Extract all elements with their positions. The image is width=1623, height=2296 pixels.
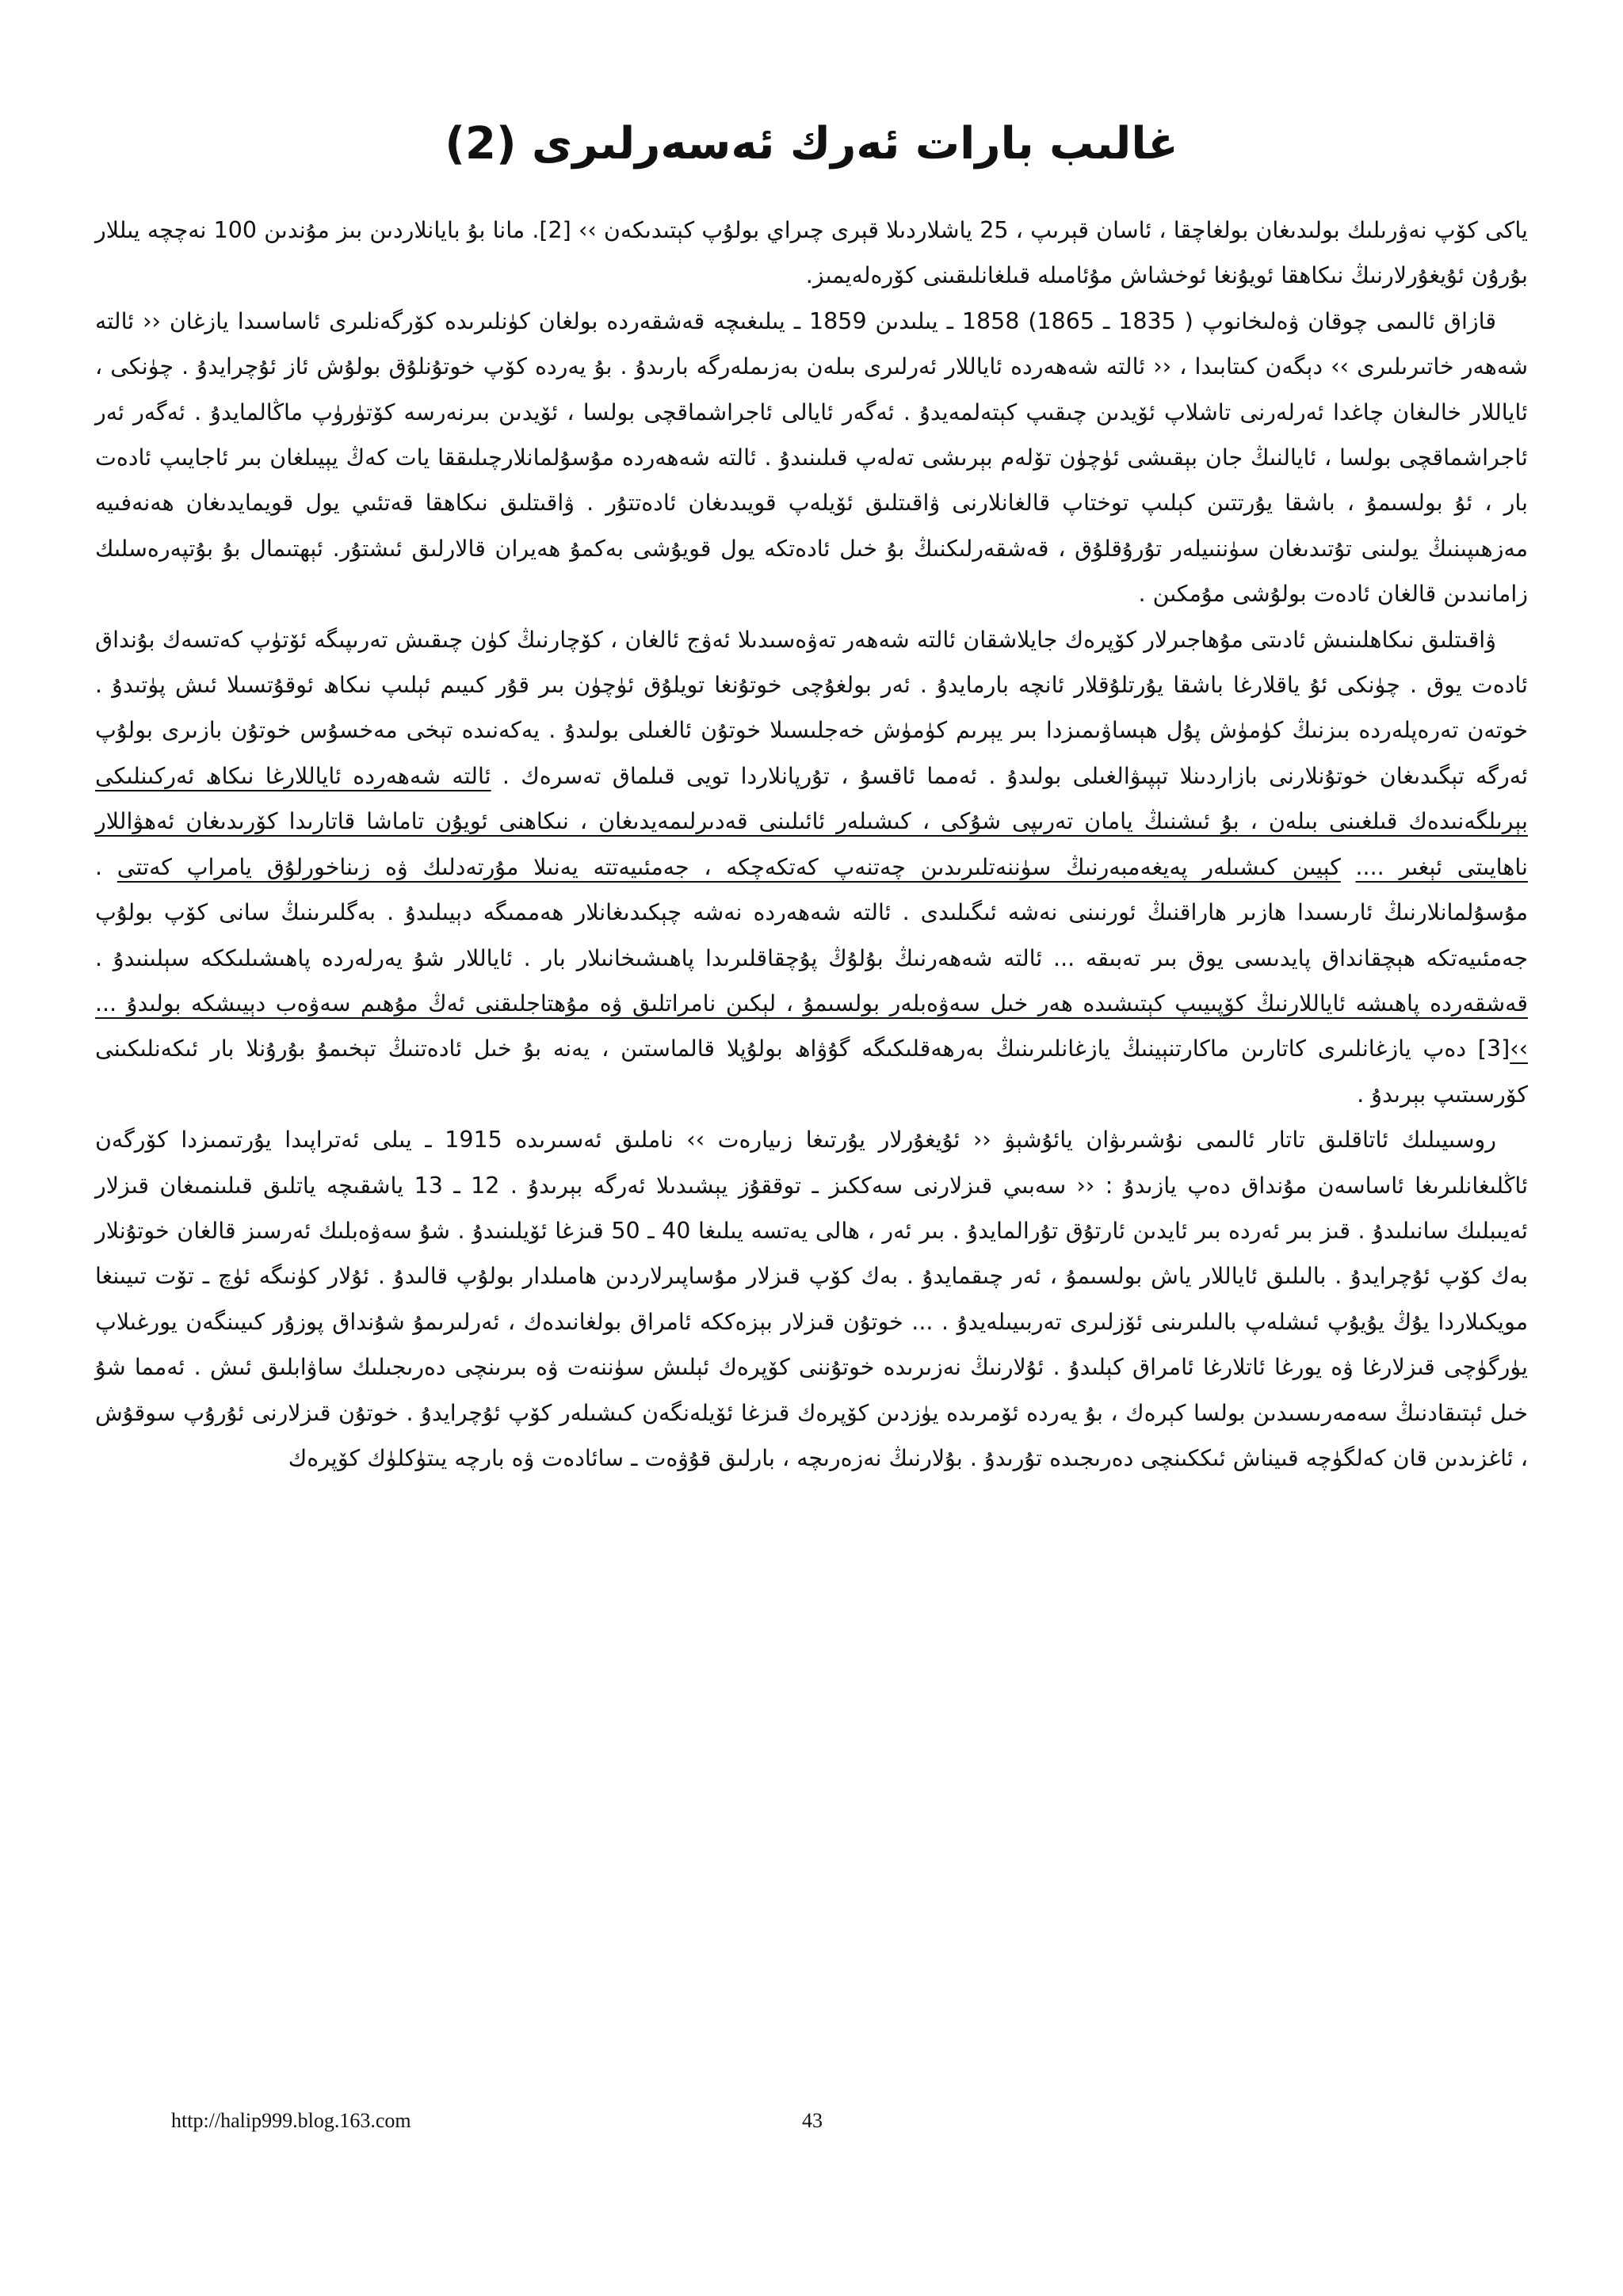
- footer-url: http://halip999.blog.163.com: [171, 2109, 411, 2132]
- paragraph: [95, 208, 1528, 299]
- paragraph-text: ياكى كۆپ نەۋرىلىك بولىدىغان بولغاچقا ، ئاسان قېرىپ ، 25 ياشلاردىلا قېرى چىراي بولۇپ كېتىدىكەن ›› [2]. مانا بۇ بايانلاردىن بىز مۇندىن 100 نەچچە يىللار بۇرۇن ئۇيغۇرلارنىڭ نىكاھقا ئويۇنغا ئوخشاش مۇئامىلە قىلغانلىقىنى كۆرەلەيمىز.: [95, 217, 1528, 289]
- underlined-text: كېيىن كىشىلەر پەيغەمبەرنىڭ سۈننەتلىرىدىن چەتنەپ كەتكەچكە ، جەمئىيەتتە يەنىلا مۇرتەدلىك ۋە زىناخورلۇق يامراپ كەتتى: [116, 853, 1341, 880]
- page-title: غالىب بارات ئەرك ئەسەرلىرى (2): [445, 118, 1178, 170]
- paragraph: [95, 299, 1528, 617]
- underlined-text: ئالتە شەھەردە ئاياللارغا نىكاھ ئەركىنلىكى بېرىلگەنىدەك قىلغىنى بىلەن ، بۇ ئىشنىڭ يامان تەرىپى شۇكى ، كىشىلەر ئائىلىنى قەدىرلىمەيدىغان ، نىكاھنى ئويۇن تاماشا قاتارىدا كۆرىدىغان ئەھۋاللار ناھايىتى ئېغىر ....: [95, 762, 1528, 880]
- paragraph-text: [3] دەپ يازغانلىرى كاتارىن ماكارتنېينىڭ يازغانلىرىنىڭ بەرھەقلىكىگە گۇۋاھ بولۇپلا قالماستىن ، يەنە بۇ خىل ئادەتنىڭ تېخىمۇ بۇرۇنلا بار ئىكەنلىكىنى كۆرسىتىپ بېرىدۇ .: [95, 1035, 1528, 1108]
- underlined-text: قەشقەردە پاھىشە ئاياللارنىڭ كۆپىيىپ كېتىشىدە ھەر خىل سەۋەبلەر بولسىمۇ ، لېكىن نامراتلىق ۋە مۇھتاجلىقنى ئەڭ مۇھىم سەۋەب دېيىشكە بولىدۇ ... ››: [95, 990, 1528, 1062]
- paragraph-text: ۋاقىتلىق نىكاھلىنىش ئادىتى مۇھاجىرلار كۆپرەك جايلاشقان ئالتە شەھەر تەۋەسىدىلا ئەۋج ئالغان ، كۆچارنىڭ كۈن چىقىش تەرىپىگە ئۆتۈپ كەتسەك بۇنداق ئادەت يوق . چۈنكى ئۇ ياقلارغا باشقا يۇرتلۇقلار ئانچە بارمايدۇ . ئەر بولغۇچى خوتۇنغا تويلۇق ئۈچۈن بىر قۇر كىيىم ئېلىپ نىكاھ ئوقۇتسىلا ئىش پۈتىدۇ . خوتەن تەرەپلەردە بىزنىڭ كۈمۈش پۇل ھېساۋىمىزدا بىر يېرىم كۈمۈش خەجلىسىلا خوتۇن ئالغىلى بولىدۇ . يەكەنىدە تېخى مەخسۇس خوتۇن بازىرى بولۇپ ئەرگە تېگىدىغان خوتۇنلارنى بازاردىنلا تېپىۋالغىلى بولىدۇ . ئەمما ئاقسۇ ، تۇرپانلاردا تويى قىلماق تەسرەك .: [95, 626, 1529, 789]
- paragraph-text: . مۇسۇلمانلارنىڭ ئارىسىدا ھازىر ھاراقنىڭ ئورنىنى نەشە ئىگىلىدى . ئالتە شەھەردە نەشە چېكىدىغانلار ھەممىگە دېيىلىدۇ . بەگلىرىنىڭ سانى كۆپ بولۇپ جەمئىيەتكە ھېچقانداق پايدىسى يوق بىر تەبىقە ... ئالتە شەھەرنىڭ بۇلۇڭ پۇچقاقلىرىدا پاھىشىخانىلار بار . ئاياللار شۇ يەرلەردە پاھىشىلىككە سېلىنىدۇ .: [95, 853, 1528, 971]
- paragraph: [95, 617, 1528, 1117]
- paragraph-text: [1341, 854, 1356, 880]
- body-text: [95, 208, 1528, 1481]
- paragraph: [95, 1117, 1528, 1481]
- page-number: 43: [802, 2109, 823, 2132]
- paragraph-text: قازاق ئالىمى چوقان ۋەلىخانوپ ( 1835 ـ 1865) 1858 ـ يىلىدىن 1859 ـ يىلىغىچە قەشقەردە بولغان كۈنلىرىدە كۆرگەنلىرى ئاساسىدا يازغان ‹‹ ئالتە شەھەر خاتىرىلىرى ›› دېگەن كىتابىدا ، ‹‹ ئالتە شەھەردە ئاياللار ئەرلىرى بىلەن بەزىملەرگە بارىدۇ . بۇ يەردە كۆپ خوتۇنلۇق بولۇش ئاز ئۇچرايدۇ . چۈنكى ، ئاياللار خالىغان چاغدا ئەرلەرنى تاشلاپ ئۆيدىن چىقىپ كېتەلمەيدۇ . ئەگەر ئايالى ئاجراشماقچى بولسا ، ئۆيدىن بىرنەرسە كۆتۈرۈپ ماڭالمايدۇ . ئەگەر ئەر ئاجراشماقچى بولسا ، ئايالنىڭ جان بېقىشى ئۈچۈن تۆلەم بېرىشى تەلەپ قىلىنىدۇ . ئالتە شەھەردە مۇسۇلمانلارچىلىققا يات كەڭ يېيىلغان بىر ئاجايىپ ئادەت بار ، ئۇ بولسىمۇ ، باشقا يۇرتتىن كېلىپ توختاپ قالغانلارنى ۋاقىتلىق ئۆيلەپ قويىدىغان ئادەتتۇر . ۋاقىتلىق نىكاھقا قەتئىي يول قويمايدىغان ھەنەفىيە مەزھىپىنىڭ يولىنى تۇتىدىغان سۈننىيلەر تۇرۇقلۇق ، قەشقەرلىكنىڭ بۇ خىل ئادەتكە يول قويۇشى بەكمۇ ھەيران قالارلىق ئىشتۇر. ئېھتىمال بۇ بۇتپەرەسلىك زامانىدىن قالغان ئادەت بولۇشى مۇمكىن .: [95, 307, 1528, 608]
- paragraph-text: روسىيىلىك ئاتاقلىق تاتار ئالىمى نۇشىرىۋان يائۇشېۋ ‹‹ ئۇيغۇرلار يۇرتىغا زىيارەت ›› ناملىق ئەسىرىدە 1915 ـ يىلى ئەتراپىدا يۇرتىمىزدا كۆرگەن ئاڭلىغانلىرىغا ئاساسەن مۇنداق دەپ يازىدۇ : ‹‹ سەبىي قىزلارنى سەككىز ـ توققۇز يېشىدىلا ئەرگە بېرىدۇ . 12 ـ 13 ياشقىچە ياتلىق قىلىنمىغان قىزلار ئەيىبلىك سانىلىدۇ . قىز بىر ئەردە بىر ئايدىن ئارتۇق تۇرالمايدۇ . بىر ئەر ، ھالى يەتسە يىلىغا 40 ـ 50 قىزغا ئۆيلىنىدۇ . شۇ سەۋەبلىك ئەرسىز قالغان خوتۇنلار بەك كۆپ ئۇچرايدۇ . بالىلىق ئاياللار ياش بولسىمۇ ، ئەر چىقمايدۇ . بەك كۆپ قىزلار مۇساپىرلاردىن ھامىلدار بولۇپ قالىدۇ . ئۇلار كۈنىگە ئۈچ ـ تۆت تىيىنغا مويكىلاردا يۇڭ يۇيۇپ ئىشلەپ بالىلىرىنى ئۆزلىرى تەربىيىلەيدۇ . ... خوتۇن قىزلار بېزەككە ئامراق بولغانىدەك ، ئەرلىرىمۇ شۇنداق پوزۇر كىيىنگەن يورغىلاپ يۈرگۈچى قىزلارغا ۋە يورغا ئاتلارغا ئامراق كېلىدۇ . ئۇلارنىڭ نەزىرىدە خوتۇننى كۆپرەك ئېلىش سۈننەت ۋە بىرىنچى دەرىجىلىك ساۋابلىق ئىش . ئەمما شۇ خىل ئېتىقادنىڭ سەمەرىسىدىن بولسا كېرەك ، بۇ يەردە ئۆمرىدە يۈزدىن كۆپرەك قىزغا ئۆيلەنگەن كىشىلەر كۆپ ئۇچرايدۇ . خوتۇن قىزلارنى ئۇرۇپ سوقۇش ، ئاغزىدىن قان كەلگۈچە قىيناش ئىككىنچى دەرىجىدە تۇرىدۇ . بۇلارنىڭ نەزەرىچە ، بارلىق قۇۋەت ـ سائادەت ۋە بارچە يىتۈكلۈك كۆپرەك: [95, 1127, 1528, 1471]
